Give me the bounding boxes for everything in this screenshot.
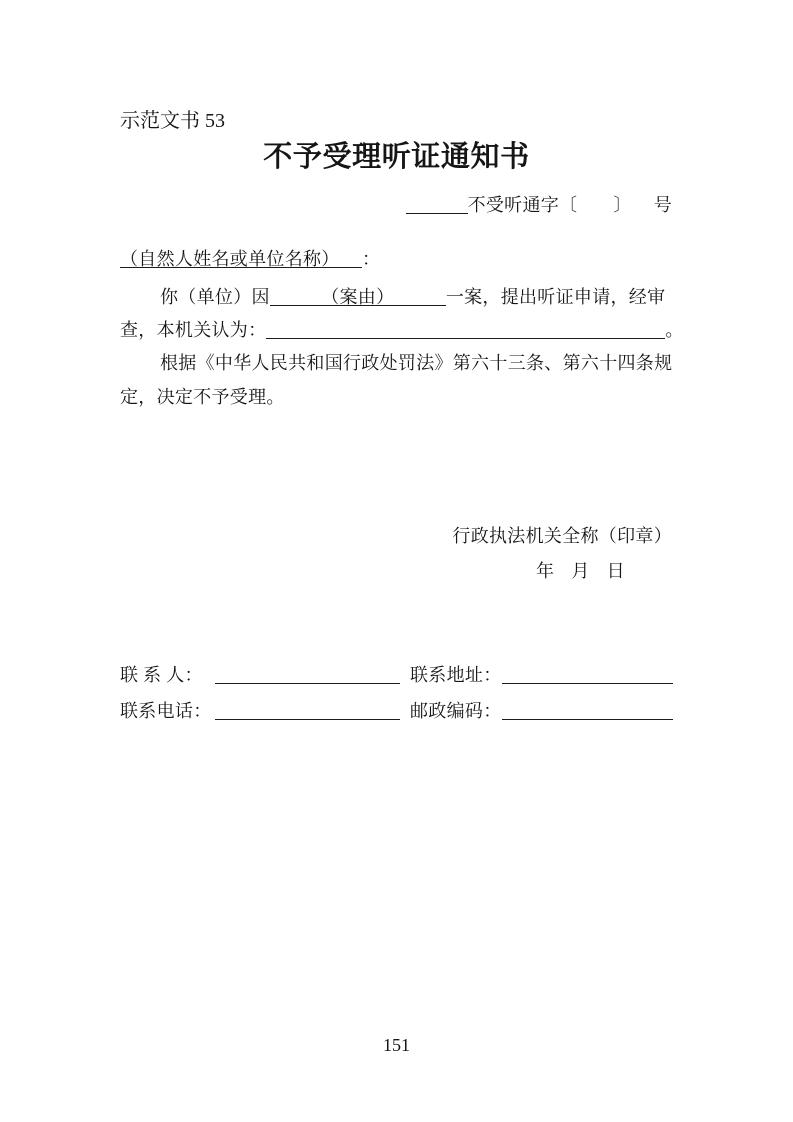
doc-number-suffix: 号: [653, 195, 672, 215]
contact-address-blank: [502, 683, 673, 684]
salutation-colon: ：: [362, 249, 381, 269]
doc-number-line: [406, 193, 672, 217]
issue-date: [536, 559, 625, 583]
page-number: 151: [383, 1035, 410, 1055]
date-month-label: 月: [571, 561, 590, 581]
contact-phone-label: 联系电话：: [120, 701, 212, 721]
date-year-label: 年: [536, 561, 555, 581]
postal-code-blank: [502, 719, 673, 720]
issuing-authority-signature: 行政执法机关全称（印章）: [452, 526, 672, 546]
paragraph2-line2: 定，决定不予受理。: [120, 387, 285, 407]
paragraph1-line1-rest: 一案，提出听证申请，经审: [445, 287, 666, 307]
paragraph1-line1: [160, 285, 665, 309]
contact-address-label: 联系地址：: [410, 665, 502, 685]
contact-phone-blank: [215, 719, 400, 720]
opinion-blank: [266, 318, 665, 339]
date-day-label: 日: [606, 561, 625, 581]
addressee-blank: （自然人姓名或单位名称）: [120, 247, 362, 268]
series-label: 示范文书 53: [120, 110, 225, 132]
doc-number-prefix: 不受听通字〔: [467, 195, 578, 215]
doc-number-blank: [406, 193, 468, 214]
case-cause-blank: （案由）: [270, 285, 446, 306]
paragraph1-line2: [120, 318, 684, 342]
contact-person-label: 联 系 人：: [120, 665, 203, 685]
contact-person-blank: [215, 683, 400, 684]
document-title: 不予受理听证通知书: [263, 141, 530, 173]
doc-number-close-bracket: 〕: [613, 195, 632, 215]
salutation-line: [120, 247, 380, 271]
paragraph1-lead: 你（单位）因: [160, 287, 270, 307]
paragraph2-line1: 根据《中华人民共和国行政处罚法》第六十三条、第六十四条规: [160, 353, 673, 373]
paragraph1-line2-lead: 查，本机关认为：: [120, 320, 267, 340]
paragraph1-line2-end: 。: [665, 320, 684, 340]
postal-code-label: 邮政编码：: [410, 701, 502, 721]
